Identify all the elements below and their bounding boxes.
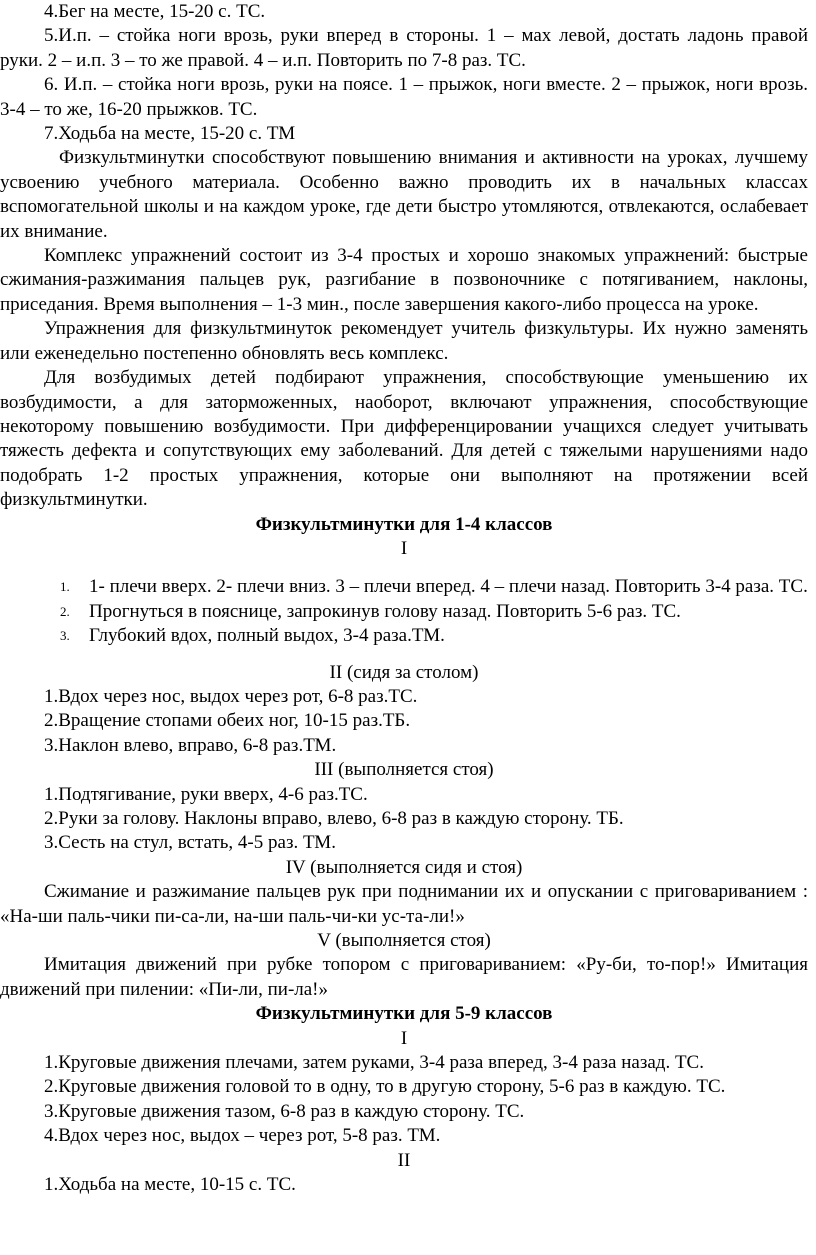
exercise-line: 5.И.п. – стойка ноги врозь, руки вперед в стороны. 1 – мах левой, достать ладонь правой руки. 2 – и.п. 3 – то же правой. 4 – и.п. Повторить по 7-8 раз. ТС. — [0, 25, 808, 71]
exercise-line: 2.Круговые движения головой то в одну, то в другую сторону, 5-6 раз в каждую. ТС. — [44, 1076, 726, 1098]
exercise-line: Имитация движений при рубке топором с приговариванием: «Ру-би, то-пор!» Имитация движений при пилении: «Пи-ли, пи-ла!» — [0, 954, 808, 1000]
group-label: II (сидя за столом) — [329, 661, 479, 683]
list-number: 2. — [60, 603, 70, 619]
list-item-text: 1- плечи вверх. 2- плечи вниз. 3 – плечи вперед. 4 – плечи назад. Повторить 3-4 раза. ТС. — [89, 576, 808, 598]
body-paragraph: Для возбудимых детей подбирают упражнения, способствующие уменьшению их возбудимости, а для заторможенных, наоборот, включают упражнения, способствующие некоторому повышению возбудимости. При дифференцировании учащихся следует учитывать тяжесть дефекта и сопутствующих ему заболеваний. Для детей с тяжелыми нарушениями надо подобрать 1-2 простых упражнения, которые они выполняют на протяжении всей физкультминутки. — [0, 367, 808, 511]
section-heading: Физкультминутки для 5-9 классов — [255, 1003, 553, 1025]
exercise-line: 3.Наклон влево, вправо, 6-8 раз.ТМ. — [44, 734, 337, 756]
group-label: I — [400, 537, 408, 559]
list-item-text: Прогнуться в пояснице, запрокинув голову назад. Повторить 5-6 раз. ТС. — [89, 600, 681, 622]
exercise-line: 3.Сесть на стул, встать, 4-5 раз. ТМ. — [44, 832, 336, 854]
group-label: III (выполняется стоя) — [314, 759, 494, 781]
exercise-line: 1.Ходьба на месте, 10-15 с. ТС. — [44, 1174, 296, 1196]
group-label: IV (выполняется сидя и стоя) — [285, 856, 523, 878]
spacer — [0, 649, 808, 661]
list-number: 3. — [60, 628, 70, 644]
exercise-line: 2.Руки за голову. Наклоны вправо, влево, 6-8 раз в каждую сторону. ТБ. — [44, 808, 624, 829]
group-label: I — [400, 1027, 408, 1049]
group-label: V (выполняется стоя) — [317, 930, 491, 952]
exercise-line: 2.Вращение стопами обеих ног, 10-15 раз.ТБ. — [44, 710, 411, 732]
group-label: II — [397, 1149, 411, 1171]
exercise-line: 7.Ходьба на месте, 15-20 с. ТМ — [44, 123, 296, 145]
body-paragraph: Физкультминутки способствуют повышению внимания и активности на уроках, лучшему усвоению учебного материала. Особенно важно проводить их в начальных классах вспомогательной школы и на каждом уроке, где дети быстро утомляются, отвлекаются, ослабевает их внимание. — [0, 147, 808, 242]
spacer — [0, 561, 808, 575]
exercise-line: 3.Круговые движения тазом, 6-8 раз в каждую сторону. ТС. — [44, 1100, 525, 1122]
body-paragraph: Комплекс упражнений состоит из 3-4 простых и хорошо знакомых упражнений: быстрые сжимания-разжимания пальцев рук, разгибание в позвоночнике с потягиванием, наклоны, приседания. Время выполнения – 1-3 мин., после завершения какого-либо процесса на уроке. — [0, 245, 808, 315]
list-item — [0, 624, 808, 648]
exercise-line: 4.Вдох через нос, выдох – через рот, 5-8 раз. ТМ. — [44, 1125, 441, 1147]
list-item-text: Глубокий вдох, полный выдох, 3-4 раза.ТМ. — [89, 625, 445, 647]
exercise-line: 4.Бег на месте, 15-20 с. ТС. — [44, 1, 266, 22]
list-item — [0, 600, 808, 624]
exercise-line: 6. И.п. – стойка ноги врозь, руки на поясе. 1 – прыжок, ноги вместе. 2 – прыжок, ноги врозь. 3-4 – то же, 16-20 прыжков. ТС. — [0, 74, 808, 120]
exercise-line: 1.Вдох через нос, выдох через рот, 6-8 раз.ТС. — [44, 685, 418, 707]
numbered-list — [0, 575, 808, 648]
list-item — [0, 575, 808, 599]
list-number: 1. — [60, 579, 70, 595]
exercise-line: 1.Круговые движения плечами, затем руками, 3-4 раза вперед, 3-4 раза назад. ТС. — [44, 1052, 704, 1074]
exercise-line: Сжимание и разжимание пальцев рук при поднимании их и опускании с приговариванием : «На-ши паль-чики пи-са-ли, на-ши паль-чи-ки ус-та-ли!» — [0, 881, 808, 927]
exercise-line: 1.Подтягивание, руки вверх, 4-6 раз.ТС. — [44, 783, 368, 805]
body-paragraph: Упражнения для физкультминуток рекомендует учитель физкультуры. Их нужно заменять или еженедельно постепенно обновлять весь комплекс. — [0, 318, 808, 364]
section-heading: Физкультминутки для 1-4 классов — [255, 513, 553, 535]
